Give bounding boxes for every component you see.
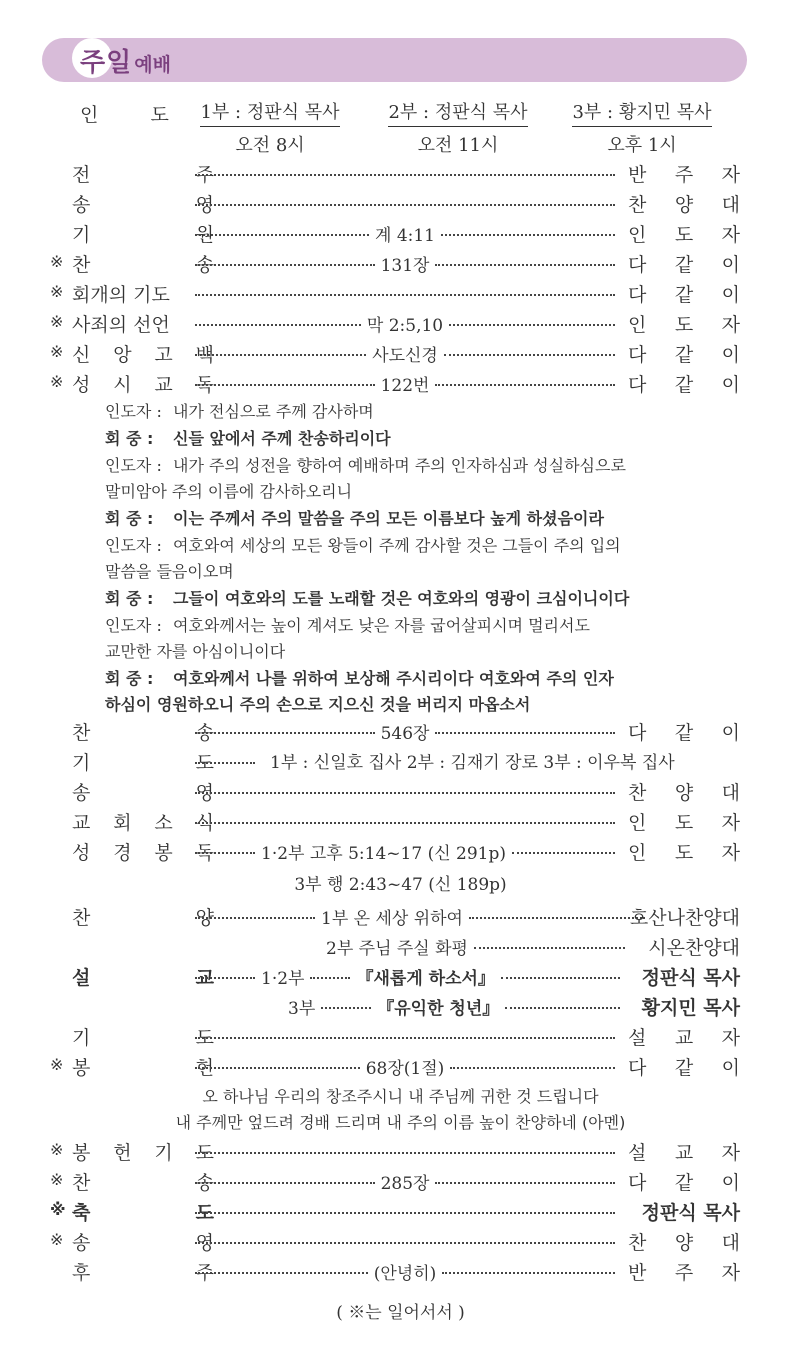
- order-scripture: [50, 838, 740, 866]
- sermon-2-preacher: 황지민 목사: [641, 997, 740, 1019]
- order-detail: 546장: [380, 723, 430, 744]
- speaker-label: 인도자 :: [105, 536, 162, 555]
- leader-line: [105, 534, 621, 558]
- reading-text: 이는 주께서 주의 말씀을 주의 모든 이름보다 높게 하셨음이라: [173, 509, 604, 528]
- order-row: [50, 190, 740, 218]
- reading-text: 신들 앞에서 주께 찬송하리이다: [173, 429, 391, 448]
- order-church-news: [50, 808, 740, 836]
- speaker-label: 회 중 :: [105, 589, 154, 608]
- leader-line: [105, 400, 374, 424]
- title-sub: 예배: [134, 54, 171, 76]
- order-performer: 인 도 자: [628, 314, 740, 336]
- order-hymn-2: [50, 1168, 740, 1196]
- sermon-1-services: 1·2부: [261, 968, 305, 989]
- order-label: 교 회 소 식: [72, 812, 214, 834]
- order-performer: 다 같 이: [628, 722, 740, 744]
- service-2: [378, 98, 538, 157]
- congregation-line: [105, 427, 391, 451]
- standing-mark: ※: [50, 342, 64, 361]
- order-performer: 다 같 이: [628, 1172, 740, 1194]
- leader-label-char-2: 도: [150, 104, 169, 126]
- standing-footnote: ( ※는 일어서서 ): [336, 1303, 465, 1323]
- order-row: [50, 220, 740, 248]
- order-performer: 다 같 이: [628, 344, 740, 366]
- leader-label-char-1: 인: [80, 104, 99, 126]
- order-offering-prayer: [50, 1138, 740, 1166]
- order-label: 찬 송: [72, 722, 214, 744]
- order-performer: 인 도 자: [628, 224, 740, 246]
- order-label: 성 경 봉 독: [72, 842, 214, 864]
- congregation-line: [105, 667, 614, 691]
- leader-label: [80, 100, 169, 127]
- scripture-3rd-service: 3부 행 2:43~47 (신 189p): [294, 875, 507, 895]
- anthem-1: 1부 온 세상 위하여: [321, 908, 463, 929]
- order-performer: 반 주 자: [628, 1262, 740, 1284]
- order-label: 찬 송: [72, 1172, 214, 1194]
- order-label: 기 도: [72, 752, 214, 774]
- order-postlude: [50, 1258, 740, 1286]
- order-performer: 설 교 자: [628, 1027, 740, 1049]
- service-1: [190, 98, 350, 157]
- congregation-line: [105, 507, 604, 531]
- order-label: 회개의 기도: [72, 284, 170, 306]
- leader-line: [105, 640, 285, 664]
- order-detail: 1·2부 고후 5:14~17 (신 291p): [261, 843, 506, 864]
- standing-mark: ※: [50, 252, 64, 271]
- order-detail: 사도신경: [372, 345, 438, 366]
- order-row: [50, 280, 740, 308]
- order-label: 후 주: [72, 1262, 214, 1284]
- order-row: [50, 310, 740, 338]
- order-row: [50, 370, 740, 398]
- order-label: 설 교: [72, 967, 214, 989]
- reading-text: 내가 전심으로 주께 감사하며: [173, 402, 374, 421]
- standing-mark: ※: [50, 372, 64, 391]
- order-benediction: [50, 1198, 740, 1226]
- reading-text: 여호와께서는 높이 계셔도 낮은 자를 굽어살피시며 멀리서도: [173, 616, 590, 635]
- order-performer: 설 교 자: [628, 1142, 740, 1164]
- speaker-label: 회 중 :: [105, 669, 154, 688]
- order-label: 축 도: [72, 1202, 214, 1224]
- order-performer: 다 같 이: [628, 1057, 740, 1079]
- leader-line: [105, 480, 352, 504]
- speaker-label: 인도자 :: [105, 402, 162, 421]
- order-label: 성 시 교 독: [72, 374, 214, 396]
- order-label: 사죄의 선언: [72, 314, 170, 336]
- sermon-2-services: 3부: [288, 998, 316, 1019]
- service-3-time: 오후 1시: [607, 135, 677, 156]
- reading-text: 하심이 영원하오니 주의 손으로 지으신 것을 버리지 마옵소서: [105, 695, 531, 714]
- standing-mark: ※: [50, 1055, 64, 1074]
- service-1-time: 오전 8시: [235, 135, 305, 156]
- speaker-label: 인도자 :: [105, 456, 162, 475]
- speaker-label: 회 중 :: [105, 429, 154, 448]
- order-hymn: [50, 718, 740, 746]
- anthem-2-choir: 시온찬양대: [648, 937, 740, 959]
- standing-mark: ※: [50, 1200, 66, 1219]
- order-anthem-2: [50, 933, 740, 961]
- page-title: [80, 42, 171, 79]
- order-label: 전 주: [72, 164, 214, 186]
- sermon-2-title: 『유익한 청년』: [377, 998, 500, 1019]
- leader-line: [105, 614, 590, 638]
- leader-line: [105, 560, 234, 584]
- order-performer: 인 도 자: [628, 842, 740, 864]
- reading-text: 말씀을 들음이오며: [105, 562, 234, 581]
- order-label: 기 원: [72, 224, 214, 246]
- order-label: 봉 헌 기 도: [72, 1142, 214, 1164]
- order-sermon-2: [50, 993, 740, 1021]
- order-performer: 다 같 이: [628, 374, 740, 396]
- service-3-leader: 3부 : 황지민 목사: [572, 98, 711, 127]
- order-detail: 1부 : 신일호 집사 2부 : 김재기 장로 3부 : 이우복 집사: [270, 753, 675, 773]
- order-praise: [50, 778, 740, 806]
- order-label: 신 앙 고 백: [72, 344, 214, 366]
- order-prayer: [50, 748, 740, 776]
- standing-mark: ※: [50, 1140, 64, 1159]
- service-2-time: 오전 11시: [417, 135, 499, 156]
- standing-mark: ※: [50, 1170, 64, 1189]
- reading-text: 말미암아 주의 이름에 감사하오리니: [105, 482, 353, 501]
- order-offering: [50, 1053, 740, 1081]
- anthem-2: 2부 주님 주실 화평: [326, 938, 468, 959]
- order-detail: 막 2:5,10: [366, 315, 444, 336]
- order-performer: 다 같 이: [628, 254, 740, 276]
- order-detail: 285장: [380, 1173, 430, 1194]
- order-label: 송 영: [72, 1232, 214, 1254]
- order-label: 찬 양: [72, 907, 214, 929]
- order-anthem: [50, 903, 740, 931]
- offering-hymn-line-2: 내 주께만 엎드려 경배 드리며 내 주의 이름 높이 찬양하네 (아멘): [175, 1113, 626, 1132]
- order-row: [50, 250, 740, 278]
- leader-line: [105, 454, 626, 478]
- order-label: 송 영: [72, 782, 214, 804]
- order-row: [50, 160, 740, 188]
- standing-mark: ※: [50, 282, 64, 301]
- order-doxology: [50, 1228, 740, 1256]
- reading-text: 내가 주의 성전을 향하여 예배하며 주의 인자하심과 성실하심으로: [173, 456, 626, 475]
- order-row: [50, 340, 740, 368]
- sermon-1-preacher: 정판식 목사: [641, 967, 740, 989]
- order-performer: 다 같 이: [628, 284, 740, 306]
- service-2-leader: 2부 : 정판식 목사: [388, 98, 527, 127]
- speaker-label: 인도자 :: [105, 616, 162, 635]
- order-performer: 인 도 자: [628, 812, 740, 834]
- order-performer: 찬 양 대: [628, 194, 740, 216]
- offering-hymn-line-1: 오 하나님 우리의 창조주시니 내 주님께 귀한 것 드립니다: [202, 1087, 599, 1106]
- congregation-line: [105, 693, 530, 717]
- order-detail: 122번: [380, 375, 430, 396]
- speaker-label: 회 중 :: [105, 509, 154, 528]
- service-1-leader: 1부 : 정판식 목사: [200, 98, 339, 127]
- reading-text: 그들이 여호와의 도를 노래할 것은 여호와의 영광이 크심이니이다: [173, 589, 630, 608]
- standing-mark: ※: [50, 1230, 64, 1249]
- order-label: 봉 헌: [72, 1057, 214, 1079]
- order-performer: 정판식 목사: [641, 1202, 740, 1224]
- title-main: 주일: [80, 48, 133, 78]
- order-detail: 68장(1절): [365, 1058, 445, 1079]
- reading-text: 여호와께서 나를 위하여 보상해 주시리이다 여호와여 주의 인자: [173, 669, 614, 688]
- order-detail: 131장: [380, 255, 430, 276]
- service-3: [562, 98, 722, 157]
- order-prayer-2: [50, 1023, 740, 1051]
- order-label: 송 영: [72, 194, 214, 216]
- order-performer: 찬 양 대: [628, 1232, 740, 1254]
- reading-text: 교만한 자를 아심이니이다: [105, 642, 286, 661]
- order-detail: (안녕히): [373, 1263, 437, 1284]
- order-sermon: [50, 963, 740, 991]
- congregation-line: [105, 587, 629, 611]
- anthem-1-choir: 호산나찬양대: [629, 907, 740, 929]
- reading-text: 여호와여 세상의 모든 왕들이 주께 감사할 것은 그들이 주의 입의: [173, 536, 621, 555]
- order-label: 찬 송: [72, 254, 214, 276]
- standing-mark: ※: [50, 312, 64, 331]
- order-detail: 계 4:11: [375, 225, 436, 246]
- order-performer: 찬 양 대: [628, 782, 740, 804]
- order-label: 기 도: [72, 1027, 214, 1049]
- sermon-1-title: 『새롭게 하소서』: [356, 968, 495, 989]
- order-performer: 반 주 자: [628, 164, 740, 186]
